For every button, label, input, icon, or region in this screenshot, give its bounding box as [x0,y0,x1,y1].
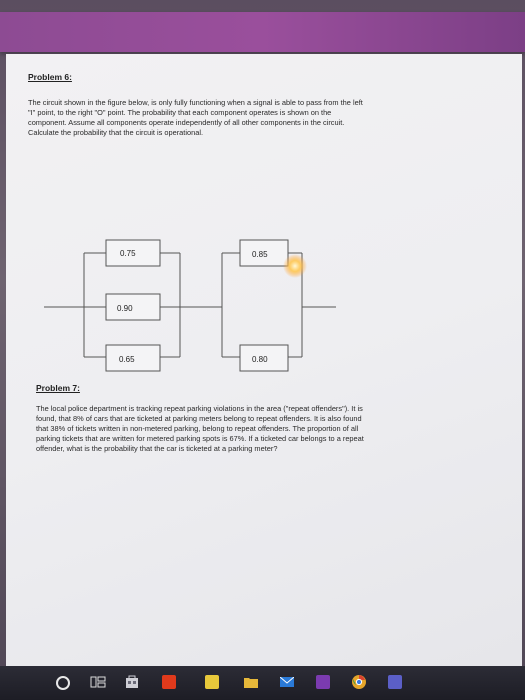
component-top-left [106,240,160,266]
light-glare [283,254,307,278]
problem-7-line: that 38% of tickets written in non-metered parking, belong to repeat offenders. The proportion of all [36,424,359,433]
app-icon[interactable] [162,674,176,690]
mail-icon[interactable] [280,674,294,690]
problem-7-heading: Problem 7: [36,383,80,393]
task-view-icon[interactable] [90,674,106,690]
component-bottom-right [240,345,288,371]
problem-7-line: found, that 8% of cars that are ticketed at parking meters belong to repeat offenders. It is also found [36,414,362,423]
onenote-icon[interactable] [316,674,330,690]
component-value: 0.75 [120,249,136,258]
problem-7-text [36,404,506,454]
problem-6-line: Calculate the probability that the circuit is operational. [28,128,204,137]
file-explorer-icon[interactable] [244,674,258,690]
component-value: 0.90 [117,304,133,313]
problem-7-line: parking tickets that are written for metered parking spots is 67%. If a ticketed car belongs to a repeat [36,434,364,443]
chrome-icon[interactable] [352,674,366,690]
component-value: 0.80 [252,355,268,364]
component-mid-left [106,294,160,320]
component-top-right [240,240,288,266]
store-icon[interactable] [125,674,139,690]
sticky-notes-icon[interactable] [205,674,219,690]
problem-6-line: The circuit shown in the figure below, is only fully functioning when a signal is able to pass from the left [28,98,363,107]
problem-6-line: "I" point, to the right "O" point. The probability that each component operates is shown on the [28,108,332,117]
component-bottom-left [106,345,160,371]
problem-6-heading: Problem 6: [28,72,72,82]
taskbar [0,666,525,700]
problem-6-line: component. Assume all components operate independently of all other components in the circuit. [28,118,345,127]
teams-icon[interactable] [388,674,402,690]
problem-7-line: offender, what is the probability that the car is ticketed at a parking meter? [36,444,278,453]
problem-7-line: The local police department is tracking repeat parking violations in the area ("repeat offenders"). It is [36,404,363,413]
component-value: 0.85 [252,250,268,259]
cortana-icon[interactable] [56,676,70,690]
component-value: 0.65 [119,355,135,364]
